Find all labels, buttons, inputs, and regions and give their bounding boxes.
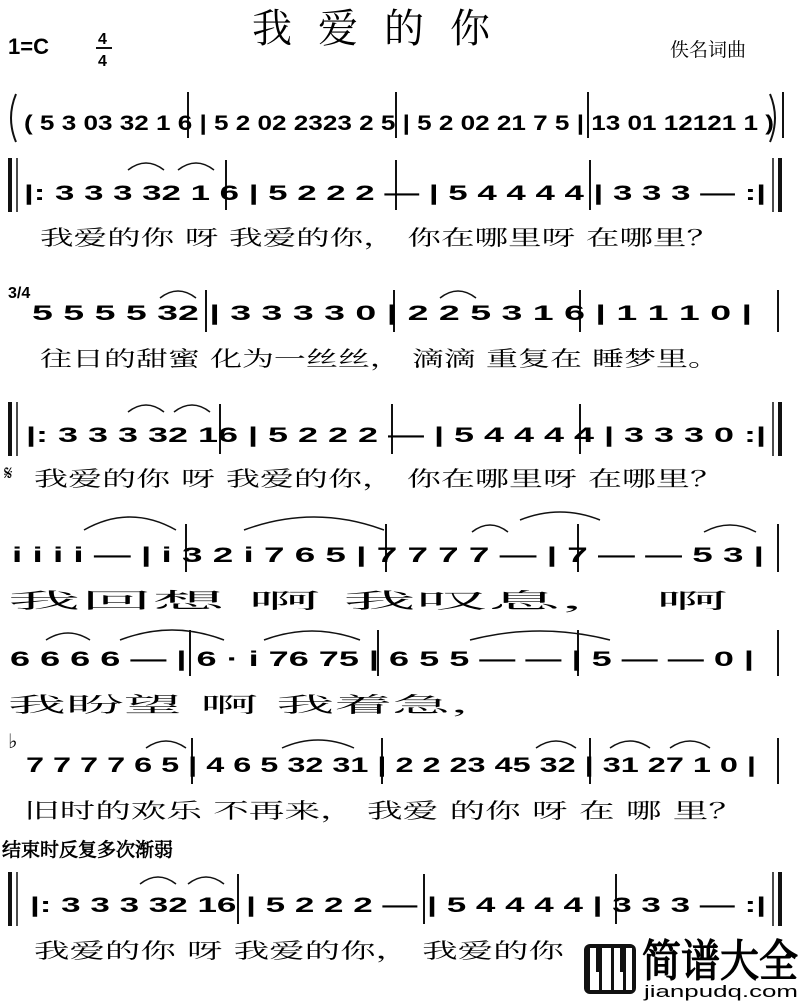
staff-line-3 bbox=[4, 402, 780, 492]
notes-line-5: 6 6 6 6 — | 6 · i 76 75 | 6 5 5 — — | 5 — — 0 | bbox=[10, 648, 754, 671]
notes-line-2: 5 5 5 5 32 | 3 3 3 3 0 | 2 2 5 3 1 6 | 1 1 1 0 | bbox=[32, 302, 752, 325]
notes-line-6: 7 7 7 7 6 5 | 4 6 5 32 31 | 2 2 23 45 32 | 31 27 1 0 | bbox=[26, 754, 756, 777]
credit: 佚名词曲 bbox=[670, 39, 747, 61]
notes-line-1: |: 3 3 3 32 1 6 | 5 2 2 2 — | 5 4 4 4 4 | 3 3 3 — :| bbox=[24, 182, 766, 205]
meter-change: 3/4 bbox=[8, 285, 31, 302]
staff-line-1 bbox=[10, 158, 780, 251]
segno-sign: 𝄋 bbox=[4, 461, 13, 485]
notes-line-7: |: 3 3 3 32 16 | 5 2 2 2 — | 5 4 4 4 4 | 3 3 3 — :| bbox=[30, 894, 766, 917]
ending-instruction: 结束时反复多次渐弱 bbox=[2, 839, 174, 861]
staff-line-5 bbox=[8, 630, 778, 718]
watermark-url: jianpudq.com bbox=[642, 982, 798, 1001]
notes-line-0: ( 5 3 03 32 1 6 | 5 2 02 2323 2 5 | 5 2 02 21 7 5 | 13 01 12121 1 ) bbox=[24, 112, 774, 135]
time-signature-top: 4 bbox=[98, 31, 107, 48]
piano-keys-icon bbox=[584, 944, 636, 994]
song-title: 我爱的你 bbox=[252, 6, 516, 52]
staff-line-2 bbox=[8, 285, 778, 372]
lyrics-line-7: 我爱的你 呀 我爱的你， 我爱的你 bbox=[34, 939, 349, 963]
staff-line-6 bbox=[8, 729, 778, 824]
staff-line-4 bbox=[8, 512, 778, 614]
flat-sign: ♭ bbox=[8, 729, 18, 753]
lyrics-line-6: 旧时的欢乐 不再来， 我爱 的你 呀 在 哪 里？ bbox=[24, 799, 449, 823]
lyrics-line-4: 我回想 啊 我叹息， 啊 bbox=[8, 589, 218, 613]
lyrics-line-3: 我爱的你 呀 我爱的你， 你在哪里呀 在哪里？ bbox=[34, 467, 460, 491]
time-signature-bottom: 4 bbox=[98, 53, 107, 70]
staff-line-0 bbox=[11, 92, 783, 142]
watermark-text: 简谱大全 bbox=[642, 936, 798, 987]
key-signature: 1=C bbox=[8, 34, 49, 59]
lyrics-line-1: 我爱的你 呀 我爱的你， 你在哪里呀 在哪里？ bbox=[40, 226, 466, 250]
notes-line-4: i i i i — | i 3 2 i 7 6 5 | 7 7 7 7 — | 7 — — 5 3 | bbox=[12, 544, 764, 567]
site-watermark bbox=[578, 936, 800, 1001]
notes-line-3: |: 3 3 3 32 16 | 5 2 2 2 — | 5 4 4 4 4 | 3 3 3 0 :| bbox=[26, 424, 766, 447]
lyrics-line-2: 往日的甜蜜 化为一丝丝， 滴滴 重复在 睡梦里。 bbox=[40, 347, 487, 371]
lyrics-line-5: 我盼望 啊 我着急， bbox=[8, 693, 190, 717]
